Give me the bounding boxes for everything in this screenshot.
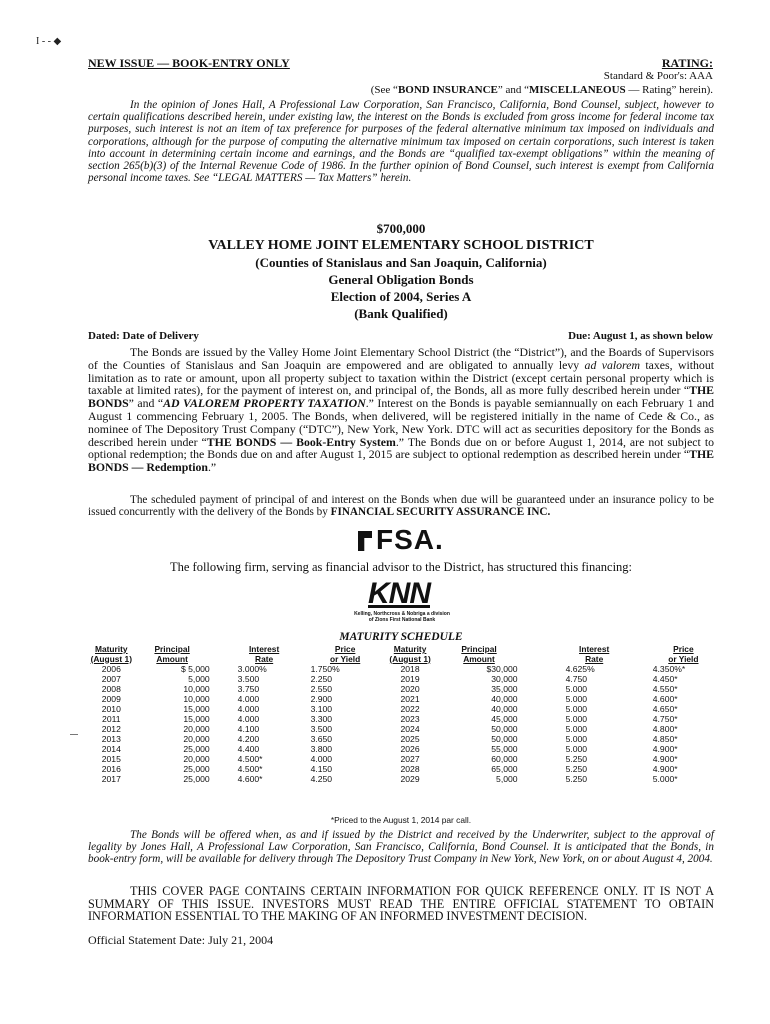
price-cell: 2.550 bbox=[310, 684, 333, 694]
fsa-mark-icon bbox=[358, 531, 372, 551]
maturity-cell: 2027 bbox=[400, 754, 420, 764]
table-row bbox=[88, 724, 714, 734]
price-cell: 4.250 bbox=[310, 774, 333, 784]
principal-cell: $ 5,000 bbox=[180, 664, 210, 674]
principal-cell: 15,000 bbox=[183, 714, 210, 724]
maturity-cell: 2025 bbox=[400, 734, 420, 744]
table-row bbox=[88, 664, 714, 674]
interest-cell: 4.000 bbox=[237, 694, 260, 704]
maturity-cell: 2010 bbox=[101, 704, 121, 714]
price-cell: 2.900 bbox=[310, 694, 333, 704]
principal-cell: 55,000 bbox=[491, 744, 518, 754]
interest-cell: 5.000 bbox=[565, 714, 588, 724]
price-cell: 4.350%* bbox=[652, 664, 686, 674]
maturity-cell: 2012 bbox=[101, 724, 121, 734]
interest-cell: 4.500* bbox=[237, 754, 263, 764]
principal-cell: 40,000 bbox=[491, 704, 518, 714]
price-cell: 3.100 bbox=[310, 704, 333, 714]
interest-cell: 3.750 bbox=[237, 684, 260, 694]
col-header-interest-2: Interest Rate bbox=[579, 644, 610, 664]
principal-cell: 20,000 bbox=[183, 754, 210, 764]
table-row bbox=[88, 734, 714, 744]
interest-cell: 5.000 bbox=[565, 694, 588, 704]
maturity-cell: 2013 bbox=[101, 734, 121, 744]
col-header-price-2: Price or Yield bbox=[668, 644, 699, 664]
interest-cell: 5.250 bbox=[565, 754, 588, 764]
new-issue-label: NEW ISSUE — BOOK-ENTRY ONLY bbox=[88, 56, 290, 70]
rating-label: RATING: bbox=[661, 56, 713, 70]
interest-cell: 5.000 bbox=[565, 704, 588, 714]
interest-cell: 5.000 bbox=[565, 724, 588, 734]
offering-statement: The Bonds will be offered when, as and if issued by the District and received by the Underwriter, subject to the approval of legality by Jones Hall, A Professional Law Corporation, San Francisco, California, Bond Counsel. It is anticipated that the Bonds, in book-entry form, will be available for delivery through The Depository Trust Company in New York, New York, on or about August 4, 2004. bbox=[88, 829, 714, 866]
principal-cell: 25,000 bbox=[183, 744, 210, 754]
official-statement-date: Official Statement Date: July 21, 2004 bbox=[88, 933, 274, 947]
price-cell: 4.900* bbox=[652, 744, 678, 754]
table-row bbox=[88, 774, 714, 784]
interest-cell: 5.250 bbox=[565, 764, 588, 774]
title-block bbox=[88, 220, 714, 322]
principal-cell: 5,000 bbox=[496, 774, 518, 784]
interest-cell: 4.600* bbox=[237, 774, 263, 784]
maturity-cell: 2017 bbox=[101, 774, 121, 784]
interest-cell: 4.500* bbox=[237, 764, 263, 774]
maturity-cell: 2009 bbox=[101, 694, 121, 704]
maturity-cell: 2018 bbox=[400, 664, 420, 674]
principal-cell: 10,000 bbox=[183, 694, 210, 704]
col-header-principal: Principal Amount bbox=[154, 644, 190, 664]
maturity-cell: 2015 bbox=[101, 754, 121, 764]
table-row bbox=[88, 704, 714, 714]
maturity-cell: 2019 bbox=[400, 674, 420, 684]
interest-cell: 5.000 bbox=[565, 684, 588, 694]
price-cell: 3.650 bbox=[310, 734, 333, 744]
interest-cell: 4.625% bbox=[565, 664, 595, 674]
knn-logo-subtext: Kelling, Northcross & Nobriga a division of Zions First National Bank bbox=[354, 611, 450, 623]
issuer-name: VALLEY HOME JOINT ELEMENTARY SCHOOL DISTRICT bbox=[208, 238, 594, 253]
fsa-logo: FSA. bbox=[358, 524, 444, 556]
price-cell: 2.250 bbox=[310, 674, 333, 684]
interest-cell: 5.000 bbox=[565, 744, 588, 754]
principal-cell: 40,000 bbox=[491, 694, 518, 704]
interest-cell: 4.400 bbox=[237, 744, 260, 754]
price-cell: 4.900* bbox=[652, 764, 678, 774]
table-row bbox=[88, 694, 714, 704]
price-cell: 4.800* bbox=[652, 724, 678, 734]
interest-cell: 4.200 bbox=[237, 734, 260, 744]
interest-cell: 3.000% bbox=[237, 664, 267, 674]
col-header-maturity-2: Maturity (August 1) bbox=[389, 644, 431, 664]
principal-cell: 45,000 bbox=[491, 714, 518, 724]
interest-cell: 5.000 bbox=[565, 734, 588, 744]
col-header-principal-2: Principal Amount bbox=[461, 644, 497, 664]
principal-cell: 50,000 bbox=[491, 724, 518, 734]
maturity-cell: 2024 bbox=[400, 724, 420, 734]
table-row bbox=[88, 684, 714, 694]
price-cell: 5.000* bbox=[652, 774, 678, 784]
principal-cell: 25,000 bbox=[183, 764, 210, 774]
price-cell: 4.850* bbox=[652, 734, 678, 744]
maturity-cell: 2022 bbox=[400, 704, 420, 714]
maturity-cell: 2014 bbox=[101, 744, 121, 754]
knn-logo: KNN bbox=[368, 577, 430, 610]
maturity-cell: 2016 bbox=[101, 764, 121, 774]
scan-marks: I ‐ ‐ ◆ bbox=[36, 36, 62, 47]
price-cell: 3.300 bbox=[310, 714, 333, 724]
principal-cell: 10,000 bbox=[183, 684, 210, 694]
principal-cell: 20,000 bbox=[183, 734, 210, 744]
price-cell: 1.750% bbox=[310, 664, 340, 674]
price-cell: 3.500 bbox=[310, 724, 333, 734]
issuer-counties: (Counties of Stanislaus and San Joaquin, California) bbox=[255, 255, 547, 270]
price-cell: 4.650* bbox=[652, 704, 678, 714]
rating-reference: (See “BOND INSURANCE” and “MISCELLANEOUS — Rating” herein). bbox=[370, 84, 713, 96]
maturity-schedule-title: MATURITY SCHEDULE bbox=[339, 631, 463, 643]
table-row bbox=[88, 714, 714, 724]
table-row bbox=[88, 744, 714, 754]
table-row bbox=[88, 754, 714, 764]
maturity-cell: 2023 bbox=[400, 714, 420, 724]
interest-cell: 5.250 bbox=[565, 774, 588, 784]
principal-cell: 60,000 bbox=[491, 754, 518, 764]
maturity-cell: 2007 bbox=[101, 674, 121, 684]
price-cell: 4.550* bbox=[652, 684, 678, 694]
dated-date: Dated: Date of Delivery bbox=[88, 330, 199, 342]
bond-counsel-opinion: In the opinion of Jones Hall, A Professional Law Corporation, San Francisco, California, Bond Counsel, subject, however to certain qualifications described herein, under existing law, the interest on the Bonds is excluded from gross income for federal income tax purposes, such interest is not an item of tax preference for purposes of the federal alternative minimum tax imposed on individuals and corporations, although for the purpose of computing the alternative minimum tax imposed on certain corporations, such interest is taken into account in determining certain income and earnings, and the Bonds are “qualified tax-exempt obligations” within the meaning of section 265(b)(3) of the Internal Revenue Code of 1986. In the further opinion of Bond Counsel, such interest is exempt from California personal income taxes. See “LEGAL MATTERS — Tax Matters” herein. bbox=[88, 99, 714, 185]
principal-cell: 20,000 bbox=[183, 724, 210, 734]
election-series: Election of 2004, Series A bbox=[330, 289, 472, 304]
bond-type: General Obligation Bonds bbox=[328, 272, 474, 287]
maturity-cell: 2028 bbox=[400, 764, 420, 774]
col-header-price: Price or Yield bbox=[329, 644, 361, 664]
maturity-cell: 2029 bbox=[400, 774, 420, 784]
interest-cell: 4.750 bbox=[565, 674, 588, 684]
maturity-cell: 2006 bbox=[101, 664, 121, 674]
rating-value: Standard & Poor's: AAA bbox=[603, 70, 713, 82]
price-cell: 4.000 bbox=[310, 754, 333, 764]
interest-cell: 4.000 bbox=[237, 704, 260, 714]
principal-cell: 50,000 bbox=[491, 734, 518, 744]
price-cell: 3.800 bbox=[310, 744, 333, 754]
principal-cell: 35,000 bbox=[491, 684, 518, 694]
maturity-cell: 2021 bbox=[400, 694, 420, 704]
margin-mark bbox=[70, 734, 78, 735]
maturity-schedule-table bbox=[88, 645, 714, 784]
principal-cell: 5,000 bbox=[188, 674, 210, 684]
bonds-description: The Bonds are issued by the Valley Home Joint Elementary School District (the “District”), and the Boards of Supervisors of the Counties of Stanislaus and San Joaquin are empowered and are obligated to annually levy ad valorem taxes, without limitation as to rate or amount, upon all property subject to taxation within the District (except certain personal property which is taxable at limited rates), for the payment of interest on, and principal of, the Bonds, all as more fully described herein under “THE BONDS” and “AD VALOREM PROPERTY TAXATION.” Interest on the Bonds is payable semiannually on each February 1 and August 1 commencing February 1, 2005. The Bonds, when delivered, will be registered initially in the name of Cede & Co., as nominee of The Depository Trust Company (“DTC”), New York, New York. DTC will act as securities depository for the Bonds as described herein under “THE BONDS — Book-Entry System.” The Bonds due on or before August 1, 2014, are not subject to optional redemption; the Bonds due on and after August 1, 2015 are subject to optional redemption as described herein under “THE BONDS — Redemption.” bbox=[88, 345, 715, 475]
principal-cell: $30,000 bbox=[486, 664, 518, 674]
col-header-interest: Interest Rate bbox=[248, 644, 280, 664]
principal-cell: 30,000 bbox=[491, 674, 518, 684]
cover-page-notice: THIS COVER PAGE CONTAINS CERTAIN INFORMATION FOR QUICK REFERENCE ONLY. IT IS NOT A SUMMARY OF THIS ISSUE. INVESTORS MUST READ THE ENTIRE OFFICIAL STATEMENT TO OBTAIN INFORMATION ESSENTIAL TO THE MAKING OF AN INFORMED INVESTMENT DECISION. bbox=[88, 884, 714, 924]
maturity-cell: 2008 bbox=[101, 684, 121, 694]
maturity-cell: 2020 bbox=[400, 684, 420, 694]
maturity-schedule-body bbox=[88, 664, 714, 784]
table-row bbox=[88, 674, 714, 684]
table-header-row bbox=[88, 645, 714, 664]
schedule-footnote: *Priced to the August 1, 2014 par call. bbox=[330, 815, 472, 825]
interest-cell: 4.000 bbox=[237, 714, 260, 724]
price-cell: 4.450* bbox=[652, 674, 678, 684]
issue-amount: $700,000 bbox=[376, 221, 426, 236]
price-cell: 4.750* bbox=[652, 714, 678, 724]
price-cell: 4.150 bbox=[310, 764, 333, 774]
principal-cell: 65,000 bbox=[491, 764, 518, 774]
interest-cell: 4.100 bbox=[237, 724, 260, 734]
table-row bbox=[88, 764, 714, 774]
principal-cell: 25,000 bbox=[183, 774, 210, 784]
financial-advisor-statement: The following firm, serving as financial advisor to the District, has structured this financing: bbox=[169, 560, 633, 574]
price-cell: 4.600* bbox=[652, 694, 678, 704]
maturity-cell: 2026 bbox=[400, 744, 420, 754]
col-header-maturity: Maturity (August 1) bbox=[90, 644, 132, 664]
due-date: Due: August 1, as shown below bbox=[568, 330, 713, 342]
insurance-statement: The scheduled payment of principal of and interest on the Bonds when due will be guaranteed under an insurance policy to be issued concurrently with the delivery of the Bonds by FINANCIAL SECURITY ASSURANCE INC. bbox=[88, 494, 714, 519]
interest-cell: 3.500 bbox=[237, 674, 260, 684]
maturity-cell: 2011 bbox=[102, 714, 121, 724]
bank-qualified: (Bank Qualified) bbox=[354, 306, 448, 321]
price-cell: 4.900* bbox=[652, 754, 678, 764]
principal-cell: 15,000 bbox=[183, 704, 210, 714]
